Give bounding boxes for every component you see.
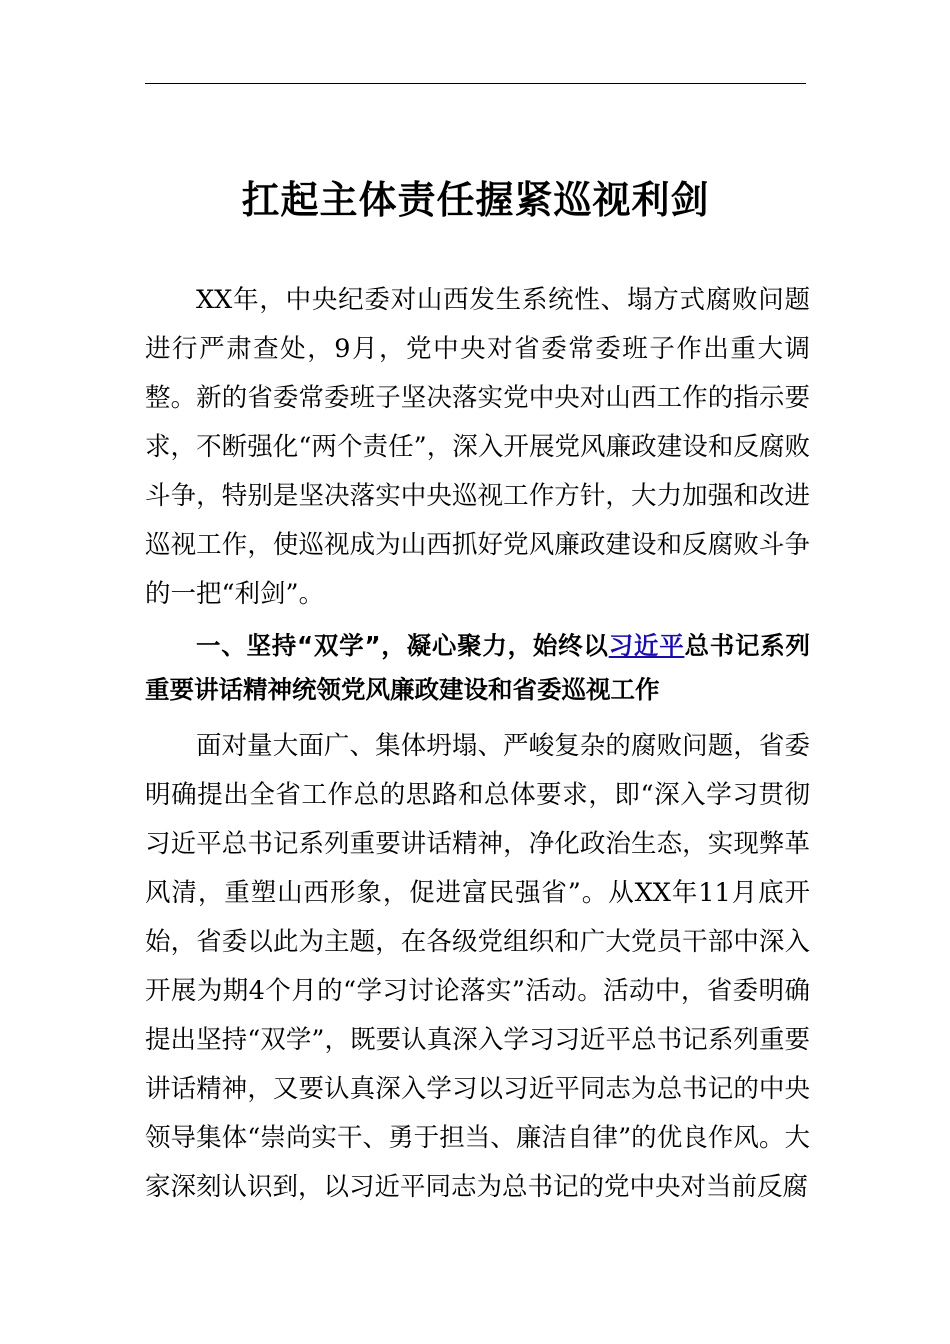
paragraph-intro: XX年，中央纪委对山西发生系统性、塌方式腐败问题进行严肃查处，9月，党中央对省委常委班子作出重大调整。新的省委常委班子坚决落实党中央对山西工作的指示要求，不断强化“两个责任”，深入开展党风廉政建设和反腐败斗争，特别是坚决落实中央巡视工作方针，大力加强和改进巡视工作，使巡视成为山西抓好党风廉政建设和反腐败斗争的一把“利剑”。: [145, 285, 810, 609]
xi-jinping-link[interactable]: 习近平: [608, 631, 685, 660]
document-title: 扛起主体责任握紧巡视利剑: [241, 178, 710, 222]
header-rule: [145, 83, 806, 84]
section-heading-prefix: 一、坚持“双学”，凝心聚力，始终以: [196, 631, 609, 660]
section-heading-1: [145, 624, 810, 712]
paragraph-section-1: 面对量大面广、集体坍塌、严峻复杂的腐败问题，省委明确提出全省工作总的思路和总体要求，即“深入学习贯彻习近平总书记系列重要讲话精神，净化政治生态，实现弊革风清，重塑山西形象，促进富民强省”。从XX年11月底开始，省委以此为主题，在各级党组织和广大党员干部中深入开展为期4个月的“学习讨论落实”活动。活动中，省委明确提出坚持“双学”，既要认真深入学习习近平总书记系列重要讲话精神，又要认真深入学习以习近平同志为总书记的中央领导集体“崇尚实干、勇于担当、廉洁自律”的优良作风。大家深刻认识到，以习近平同志为总书记的党中央对当前反腐: [145, 731, 810, 1202]
section-heading-suffix: 总书记系列重要讲话精神统领党风廉政建设和省委巡视工作: [145, 631, 811, 704]
